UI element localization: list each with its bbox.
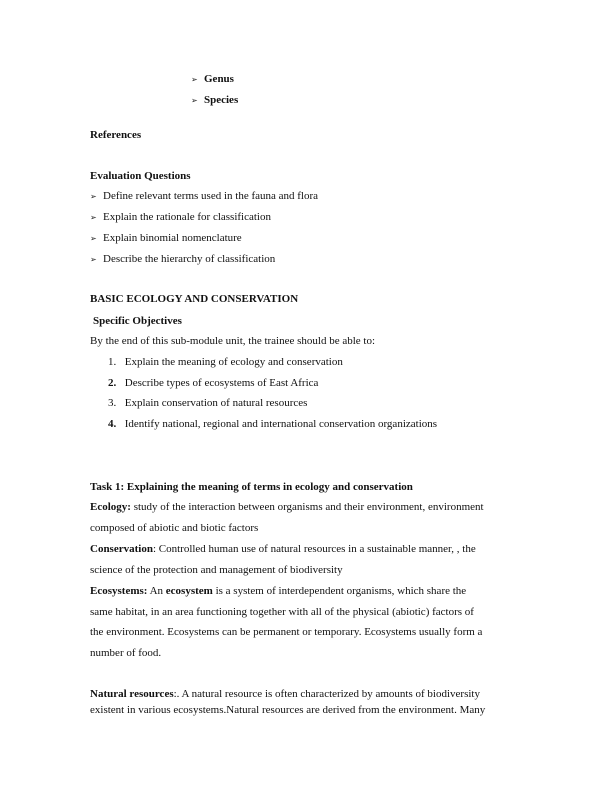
arrow-bullet-icon: ➢ xyxy=(90,255,97,264)
conservation-definition-cont: science of the protection and management of biodiversity xyxy=(90,564,343,576)
arrow-bullet-icon: ➢ xyxy=(191,75,198,84)
objectives-intro: By the end of this sub-module unit, the trainee should be able to: xyxy=(90,335,376,347)
natural-resources-definition-cont: existent in various ecosystems.Natural resources are derived from the environment. Many xyxy=(90,704,486,716)
conservation-definition: Conservation: Controlled human use of natural resources in a sustainable manner, , the xyxy=(90,543,476,555)
ecology-definition-cont: composed of abiotic and biotic factors xyxy=(90,522,259,534)
list-item: 4. Identify national, regional and international conservation organizations xyxy=(108,418,438,430)
list-item: ➢ Explain the rationale for classification xyxy=(90,211,271,223)
ecosystems-definition-cont: the environment. Ecosystems can be permanent or temporary. Ecosystems usually form a xyxy=(90,626,483,638)
ecosystems-definition: Ecosystems: An ecosystem is a system of interdependent organisms, which share the xyxy=(90,585,467,597)
arrow-bullet-icon: ➢ xyxy=(90,213,97,222)
arrow-bullet-icon: ➢ xyxy=(90,234,97,243)
section-title: BASIC ECOLOGY AND CONSERVATION xyxy=(90,293,299,305)
arrow-bullet-icon: ➢ xyxy=(90,192,97,201)
natural-resources-definition: Natural resources:. A natural resource is often characterized by amounts of biodiversity xyxy=(90,688,480,700)
evaluation-heading: Evaluation Questions xyxy=(90,170,191,182)
references-heading: References xyxy=(90,129,142,141)
arrow-bullet-icon: ➢ xyxy=(191,96,198,105)
ecology-definition: Ecology: study of the interaction between organisms and their environment, environment xyxy=(90,501,484,513)
list-item: 2. Describe types of ecosystems of East Africa xyxy=(108,377,319,389)
ecosystems-definition-cont: number of food. xyxy=(90,647,162,659)
ecosystems-definition-cont: same habitat, in an area functioning together with all of the physical (abiotic) factors of xyxy=(90,606,474,618)
list-item: 1. Explain the meaning of ecology and conservation xyxy=(108,356,343,368)
list-item: ➢ Describe the hierarchy of classification xyxy=(90,253,276,265)
list-item: ➢ Genus xyxy=(191,73,234,85)
objectives-heading: Specific Objectives xyxy=(93,315,182,327)
list-item: ➢ Species xyxy=(191,94,239,106)
task-heading: Task 1: Explaining the meaning of terms in ecology and conservation xyxy=(90,481,413,493)
list-item: ➢ Define relevant terms used in the fauna and flora xyxy=(90,190,319,202)
list-item: ➢ Explain binomial nomenclature xyxy=(90,232,242,244)
list-item: 3. Explain conservation of natural resources xyxy=(108,397,308,409)
